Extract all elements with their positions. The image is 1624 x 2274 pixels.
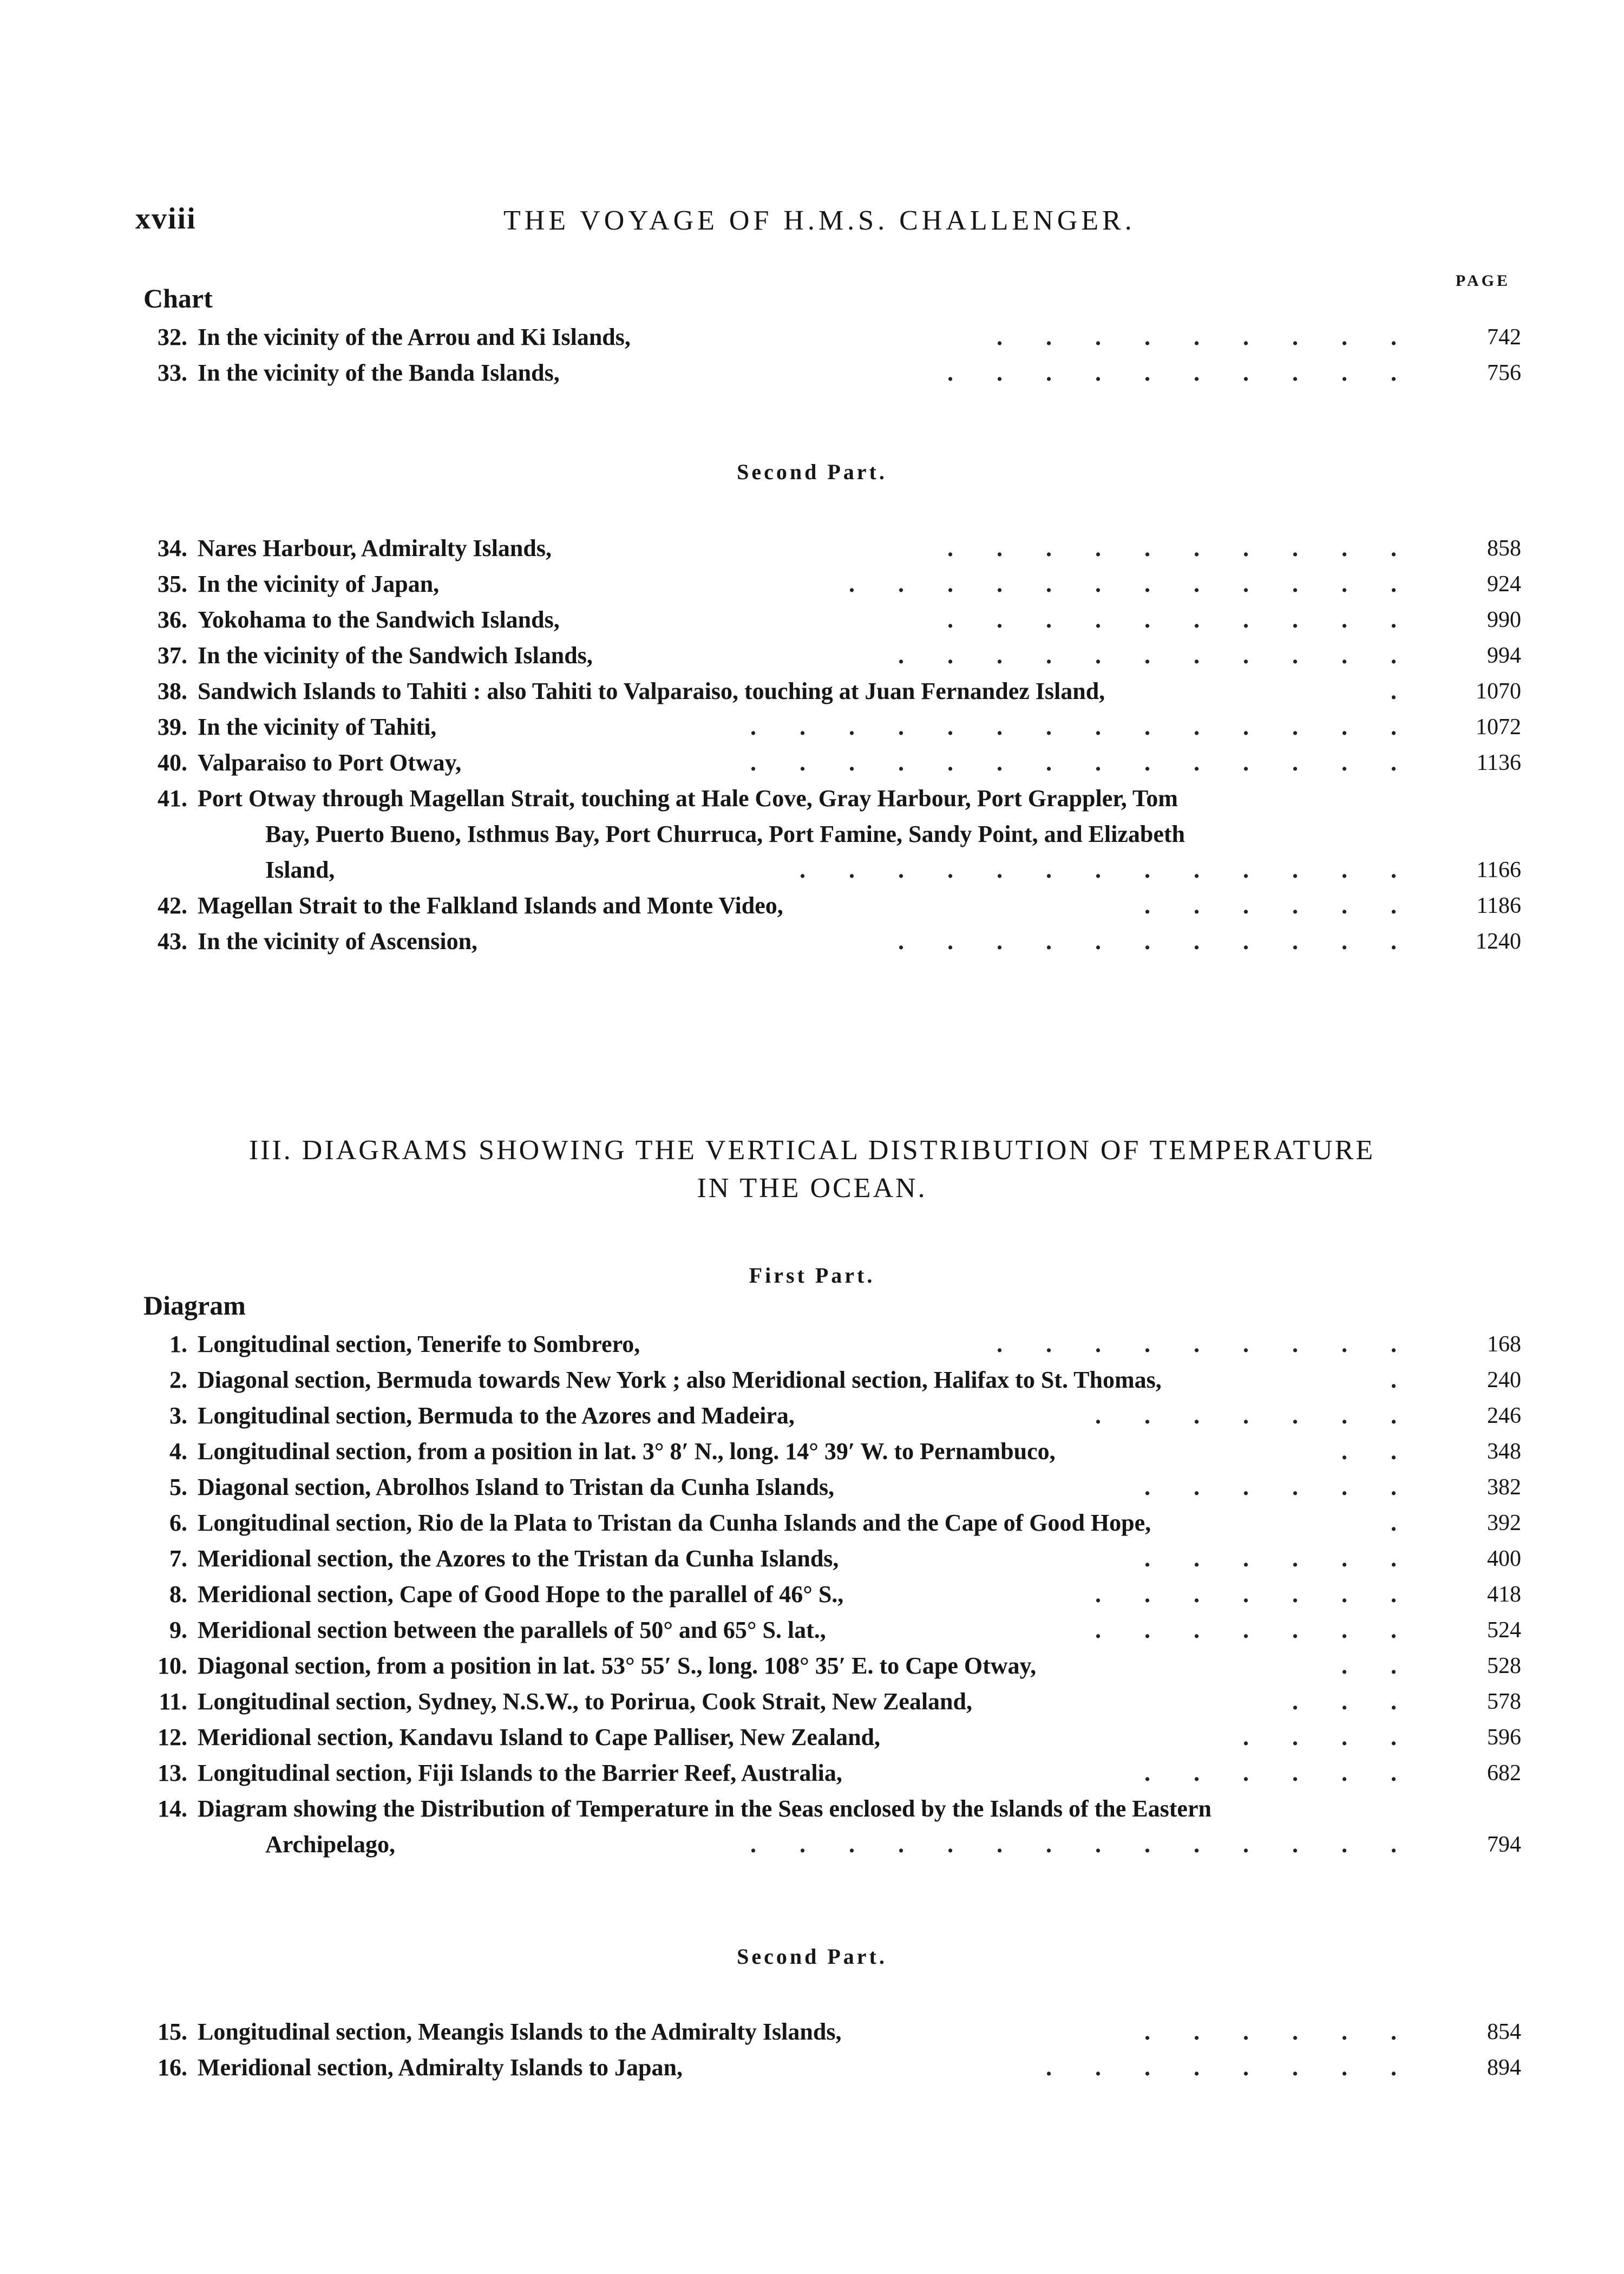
entry-number: 8. (169, 1581, 187, 1608)
entry-title: In the vicinity of the Banda Islands, (198, 360, 560, 386)
entry-title: Meridional section, Cape of Good Hope to the parallel of 46° S., (198, 1581, 844, 1608)
dot-leader: ........... (898, 928, 1440, 955)
toc-entry (135, 709, 1521, 747)
entry-number: 37. (158, 642, 187, 669)
dot-leader: .............. (750, 714, 1440, 740)
toc-entry (135, 1720, 1521, 1757)
entry-page: 794 (1487, 1832, 1521, 1857)
entry-number: 33. (158, 360, 187, 386)
entry-number: 39. (158, 714, 187, 740)
toc-entry (135, 1791, 1521, 1829)
page-column-label: PAGE (1455, 272, 1510, 290)
dot-leader: ........ (1046, 2054, 1440, 2081)
entry-title-line: Archipelago, (265, 1831, 395, 1858)
dot-leader: .......... (947, 535, 1440, 561)
entry-page: 400 (1487, 1546, 1521, 1571)
entry-number: 41. (158, 785, 187, 812)
toc-entry (135, 745, 1521, 783)
toc-entry (135, 1398, 1521, 1436)
entry-title: Longitudinal section, Bermuda to the Azores and Madeira, (198, 1402, 795, 1429)
dot-leader: ............ (849, 571, 1440, 597)
entry-number: 12. (158, 1724, 187, 1750)
toc-entry (135, 1541, 1521, 1579)
entry-title: Longitudinal section, Rio de la Plata to Tristan da Cunha Islands and the Cape of Good Hope, (198, 1510, 1151, 1536)
part-heading: Second Part. (737, 460, 887, 484)
entry-page: 596 (1487, 1725, 1521, 1750)
part-heading: First Part. (749, 1263, 875, 1288)
section-heading (0, 1132, 1624, 1207)
entry-title: Longitudinal section, Meangis Islands to the Admiralty Islands, (198, 2018, 842, 2045)
dot-leader: . (1391, 1367, 1440, 1393)
entry-page: 742 (1487, 325, 1521, 350)
entry-page: 578 (1487, 1689, 1521, 1714)
entry-number: 7. (169, 1545, 187, 1572)
entry-title-line: Port Otway through Magellan Strait, touching at Hale Cove, Gray Harbour, Port Grappler, Tom (198, 785, 1178, 812)
dot-leader: .... (1243, 1724, 1440, 1750)
dot-leader: ....... (1095, 1402, 1440, 1429)
entry-title: Meridional section, Kandavu Island to Cape Palliser, New Zealand, (198, 1724, 881, 1750)
entry-title: Longitudinal section, from a position in lat. 3° 8′ N., long. 14° 39′ W. to Pernambuco, (198, 1438, 1056, 1465)
entry-title: Diagonal section, Abrolhos Island to Tristan da Cunha Islands, (198, 1474, 835, 1500)
entry-title: Valparaiso to Port Otway, (198, 749, 462, 776)
entry-page: 168 (1487, 1332, 1521, 1357)
entry-page: 1136 (1476, 750, 1521, 775)
entry-page: 392 (1487, 1511, 1521, 1535)
entry-title: Magellan Strait to the Falkland Islands and Monte Video, (198, 892, 783, 919)
entry-number: 43. (158, 928, 187, 955)
entry-number: 10. (158, 1652, 187, 1679)
entry-page: 894 (1487, 2055, 1521, 2080)
entry-title: Longitudinal section, Fiji Islands to the Barrier Reef, Australia, (198, 1760, 842, 1786)
toc-entry (135, 566, 1521, 604)
part-heading: Second Part. (737, 1944, 887, 1969)
entry-page: 682 (1487, 1761, 1521, 1786)
section-heading-line: III. DIAGRAMS SHOWING THE VERTICAL DISTRIBUTION OF TEMPERATURE (248, 1135, 1376, 1166)
entry-title: Longitudinal section, Tenerife to Sombrero, (198, 1331, 640, 1357)
entry-page: 990 (1487, 607, 1521, 632)
entry-title-line: Diagram showing the Distribution of Temperature in the Seas enclosed by the Islands of the Eastern (198, 1795, 1212, 1822)
toc-entry (135, 1684, 1521, 1722)
toc-entry (135, 888, 1521, 926)
dot-leader: ...... (1144, 1760, 1440, 1786)
entry-title: Longitudinal section, Sydney, N.S.W., to Porirua, Cook Strait, New Zealand, (198, 1688, 972, 1715)
dot-leader: . (1391, 1510, 1440, 1536)
dot-leader: ............. (800, 857, 1440, 883)
section-heading-line: IN THE OCEAN. (697, 1173, 927, 1204)
entry-page: 418 (1487, 1582, 1521, 1607)
entry-page: 1240 (1476, 929, 1521, 954)
toc-entry (135, 319, 1521, 357)
entry-number: 13. (158, 1760, 187, 1786)
entry-number: 11. (159, 1688, 187, 1715)
dot-leader: .............. (750, 1831, 1440, 1858)
running-title: THE VOYAGE OF H.M.S. CHALLENGER. (503, 205, 1136, 236)
entry-title: Diagonal section, from a position in lat. 53° 55′ S., long. 108° 35′ E. to Cape Otway, (198, 1652, 1037, 1679)
entry-page: 1070 (1476, 679, 1521, 704)
entry-title: Meridional section, the Azores to the Tristan da Cunha Islands, (198, 1545, 839, 1572)
entry-title: Nares Harbour, Admiralty Islands, (198, 535, 552, 561)
entry-page: 858 (1487, 536, 1521, 561)
entry-title: Diagonal section, Bermuda towards New York ; also Meridional section, Halifax to St. Thomas, (198, 1367, 1162, 1393)
dot-leader: ....... (1095, 1581, 1440, 1608)
entry-number: 36. (158, 606, 187, 633)
entry-title-line: Bay, Puerto Bueno, Isthmus Bay, Port Churruca, Port Famine, Sandy Point, and Elizabeth (265, 821, 1186, 847)
dot-leader: ...... (1144, 1545, 1440, 1572)
entry-page: 1072 (1476, 715, 1521, 740)
toc-entry (135, 1577, 1521, 1615)
entry-page: 382 (1487, 1475, 1521, 1500)
toc-entry (135, 1505, 1521, 1543)
dot-leader: . (1391, 678, 1440, 704)
entry-number: 1. (169, 1331, 187, 1357)
entry-title: In the vicinity of Ascension, (198, 928, 478, 955)
entry-page: 348 (1487, 1439, 1521, 1464)
toc-entry (135, 2014, 1521, 2052)
entry-page: 924 (1487, 572, 1521, 597)
dot-leader: .. (1341, 1652, 1440, 1679)
toc-entry (135, 355, 1521, 393)
dot-leader: ...... (1144, 1474, 1440, 1500)
toc-entry (135, 674, 1521, 711)
diagram-column-label: Diagram (143, 1290, 246, 1321)
dot-leader: ...... (1144, 892, 1440, 919)
entry-title: In the vicinity of Tahiti, (198, 714, 437, 740)
entry-number: 35. (158, 571, 187, 597)
dot-leader: .......... (947, 360, 1440, 386)
entry-number: 6. (169, 1510, 187, 1536)
entry-title: In the vicinity of the Sandwich Islands, (198, 642, 593, 669)
entry-page: 854 (1487, 2020, 1521, 2044)
dot-leader: .............. (750, 749, 1440, 776)
entry-number: 9. (169, 1617, 187, 1643)
entry-number: 40. (158, 749, 187, 776)
toc-entry-continuation (135, 852, 1521, 890)
dot-leader: ......... (997, 1331, 1440, 1357)
entry-number: 34. (158, 535, 187, 561)
entry-page: 240 (1487, 1368, 1521, 1393)
toc-entry (135, 1434, 1521, 1472)
dot-leader: ....... (1095, 1617, 1440, 1643)
entry-title: Sandwich Islands to Tahiti : also Tahiti to Valparaiso, touching at Juan Fernandez Island, (198, 678, 1105, 704)
entry-title: Meridional section between the parallels of 50° and 65° S. lat., (198, 1617, 826, 1643)
toc-entry (135, 1327, 1521, 1364)
toc-entry (135, 531, 1521, 568)
entry-number: 14. (158, 1795, 187, 1822)
entry-title: In the vicinity of the Arrou and Ki Islands, (198, 324, 631, 350)
page-number: xviii (135, 202, 197, 236)
entry-number: 5. (169, 1474, 187, 1500)
entry-page: 246 (1487, 1403, 1521, 1428)
toc-entry (135, 2050, 1521, 2088)
entry-page: 1166 (1476, 858, 1521, 883)
entry-number: 16. (158, 2054, 187, 2081)
toc-entry (135, 1755, 1521, 1793)
dot-leader: ...... (1144, 2018, 1440, 2045)
entry-page: 756 (1487, 361, 1521, 385)
dot-leader: ... (1292, 1688, 1440, 1715)
toc-entry-continuation (135, 1827, 1521, 1865)
toc-entry (135, 1648, 1521, 1686)
toc-entry (135, 602, 1521, 640)
entry-page: 1186 (1476, 893, 1521, 918)
entry-number: 32. (158, 324, 187, 350)
chart-column-label: Chart (143, 283, 213, 313)
entry-page: 524 (1487, 1618, 1521, 1643)
entry-number: 4. (169, 1438, 187, 1465)
dot-leader: .. (1341, 1438, 1440, 1465)
entry-number: 3. (169, 1402, 187, 1429)
toc-entry (135, 924, 1521, 962)
toc-entry-continuation (135, 816, 1521, 854)
entry-title: Meridional section, Admiralty Islands to Japan, (198, 2054, 683, 2081)
entry-number: 38. (158, 678, 187, 704)
toc-entry (135, 1362, 1521, 1400)
toc-entry (135, 781, 1521, 819)
entry-page: 528 (1487, 1654, 1521, 1678)
entry-title: Yokohama to the Sandwich Islands, (198, 606, 560, 633)
dot-leader: ........... (898, 642, 1440, 669)
entry-title: In the vicinity of Japan, (198, 571, 440, 597)
toc-entry (135, 1612, 1521, 1650)
entry-page: 994 (1487, 643, 1521, 668)
entry-title-line: Island, (265, 857, 335, 883)
toc-entry (135, 638, 1521, 676)
entry-number: 15. (158, 2018, 187, 2045)
toc-entry (135, 1469, 1521, 1507)
dot-leader: .......... (947, 606, 1440, 633)
entry-number: 2. (169, 1367, 187, 1393)
dot-leader: ......... (997, 324, 1440, 350)
entry-number: 42. (158, 892, 187, 919)
